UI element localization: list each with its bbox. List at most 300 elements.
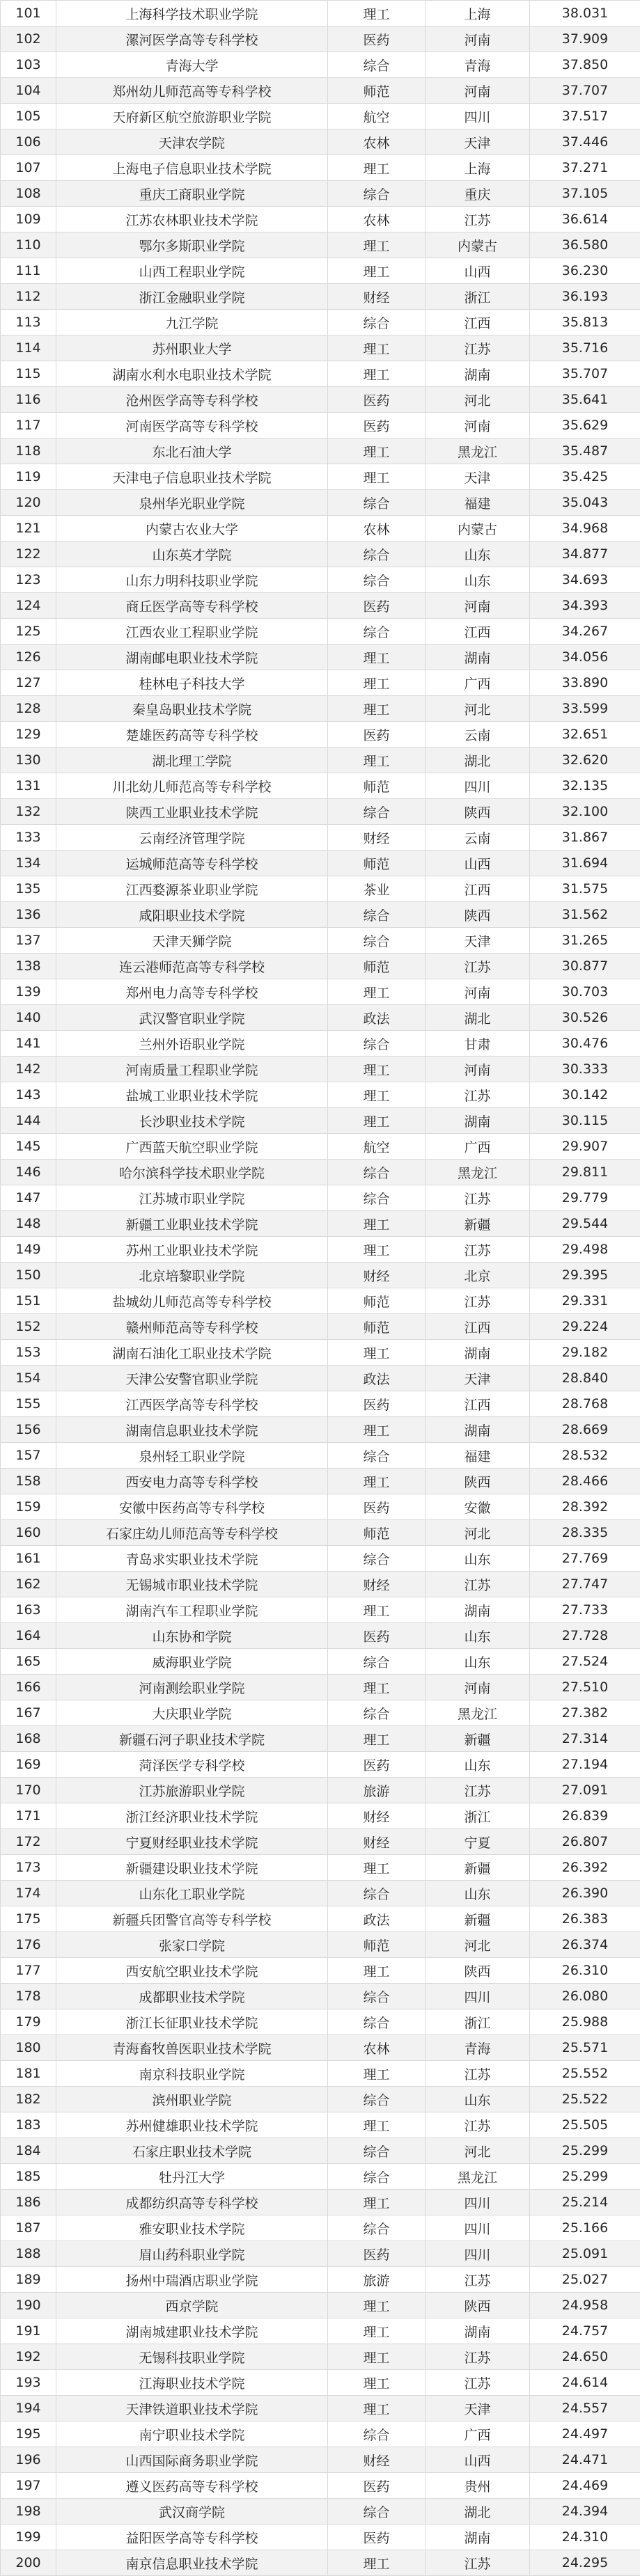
province-cell: 陕西 xyxy=(426,1469,530,1494)
score-cell: 31.265 xyxy=(530,928,640,954)
province-cell: 浙江 xyxy=(426,284,530,310)
school-name-cell: 山东协和学院 xyxy=(56,1623,328,1649)
school-type-cell: 理工 xyxy=(328,464,426,490)
school-name-cell: 张家口学院 xyxy=(56,1932,328,1958)
province-cell: 山西 xyxy=(426,258,530,284)
score-cell: 25.299 xyxy=(530,2164,640,2190)
rank-cell: 194 xyxy=(1,2396,56,2421)
rank-cell: 154 xyxy=(1,1366,56,1391)
province-cell: 江苏 xyxy=(426,954,530,979)
province-cell: 河南 xyxy=(426,593,530,619)
school-name-cell: 青岛求实职业技术学院 xyxy=(56,1546,328,1572)
school-name-cell: 西京学院 xyxy=(56,2293,328,2318)
score-cell: 32.620 xyxy=(530,748,640,773)
rank-cell: 159 xyxy=(1,1494,56,1520)
table-row xyxy=(1,104,640,129)
school-type-cell: 医药 xyxy=(328,26,426,52)
school-name-cell: 浙江长征职业技术学院 xyxy=(56,2009,328,2035)
score-cell: 31.867 xyxy=(530,825,640,851)
table-row xyxy=(1,902,640,928)
school-type-cell: 综合 xyxy=(328,490,426,516)
school-type-cell: 理工 xyxy=(328,2190,426,2215)
province-cell: 黑龙江 xyxy=(426,2164,530,2190)
school-type-cell: 综合 xyxy=(328,1649,426,1675)
school-type-cell: 理工 xyxy=(328,2550,426,2576)
school-type-cell: 综合 xyxy=(328,1546,426,1572)
rank-cell: 109 xyxy=(1,207,56,232)
province-cell: 云南 xyxy=(426,825,530,851)
school-name-cell: 秦皇岛职业技术学院 xyxy=(56,696,328,722)
province-cell: 江西 xyxy=(426,619,530,645)
table-row xyxy=(1,2447,640,2473)
school-type-cell: 综合 xyxy=(328,1160,426,1185)
rank-cell: 192 xyxy=(1,2344,56,2370)
table-row xyxy=(1,181,640,207)
rank-cell: 110 xyxy=(1,232,56,258)
rank-cell: 186 xyxy=(1,2190,56,2215)
school-type-cell: 综合 xyxy=(328,567,426,593)
table-row xyxy=(1,1726,640,1752)
school-name-cell: 安徽中医药高等专科学校 xyxy=(56,1494,328,1520)
table-row xyxy=(1,361,640,387)
province-cell: 河南 xyxy=(426,78,530,104)
score-cell: 27.510 xyxy=(530,1675,640,1700)
school-type-cell: 师范 xyxy=(328,1314,426,1340)
rank-cell: 119 xyxy=(1,464,56,490)
school-type-cell: 理工 xyxy=(328,1237,426,1263)
school-name-cell: 成都职业技术学院 xyxy=(56,1984,328,2009)
province-cell: 陕西 xyxy=(426,799,530,825)
school-name-cell: 漯河医学高等专科学校 xyxy=(56,26,328,52)
school-type-cell: 理工 xyxy=(328,2293,426,2318)
school-type-cell: 农林 xyxy=(328,207,426,232)
table-row xyxy=(1,1675,640,1700)
school-name-cell: 上海科学技术职业学院 xyxy=(56,1,328,26)
table-row xyxy=(1,1417,640,1443)
school-name-cell: 连云港师范高等专科学校 xyxy=(56,954,328,979)
school-name-cell: 九江学院 xyxy=(56,310,328,335)
rank-cell: 176 xyxy=(1,1932,56,1958)
rank-cell: 113 xyxy=(1,310,56,335)
table-row xyxy=(1,1906,640,1932)
school-name-cell: 商丘医学高等专科学校 xyxy=(56,593,328,619)
school-type-cell: 理工 xyxy=(328,335,426,361)
rank-cell: 104 xyxy=(1,78,56,104)
table-row xyxy=(1,670,640,696)
table-row xyxy=(1,2009,640,2035)
table-row xyxy=(1,258,640,284)
province-cell: 甘肃 xyxy=(426,1031,530,1057)
school-name-cell: 广西蓝天航空职业学院 xyxy=(56,1134,328,1160)
table-row xyxy=(1,567,640,593)
table-row xyxy=(1,1649,640,1675)
school-name-cell: 山西国际商务职业学院 xyxy=(56,2447,328,2473)
table-row xyxy=(1,2344,640,2370)
rank-cell: 128 xyxy=(1,696,56,722)
province-cell: 山东 xyxy=(426,1649,530,1675)
score-cell: 29.498 xyxy=(530,1237,640,1263)
province-cell: 黑龙江 xyxy=(426,438,530,464)
rank-cell: 150 xyxy=(1,1263,56,1288)
school-type-cell: 综合 xyxy=(328,1185,426,1211)
table-row xyxy=(1,1520,640,1546)
score-cell: 27.728 xyxy=(530,1623,640,1649)
rank-cell: 158 xyxy=(1,1469,56,1494)
score-cell: 34.693 xyxy=(530,567,640,593)
score-cell: 29.331 xyxy=(530,1288,640,1314)
table-row xyxy=(1,2421,640,2447)
score-cell: 29.811 xyxy=(530,1160,640,1185)
table-row xyxy=(1,1263,640,1288)
score-cell: 30.526 xyxy=(530,1005,640,1031)
table-row xyxy=(1,722,640,748)
school-type-cell: 政法 xyxy=(328,1906,426,1932)
table-row xyxy=(1,2087,640,2112)
score-cell: 29.907 xyxy=(530,1134,640,1160)
province-cell: 江西 xyxy=(426,310,530,335)
school-name-cell: 苏州健雄职业技术学院 xyxy=(56,2112,328,2138)
rank-cell: 184 xyxy=(1,2138,56,2164)
province-cell: 江苏 xyxy=(426,2550,530,2576)
school-name-cell: 天津铁道职业技术学院 xyxy=(56,2396,328,2421)
school-type-cell: 理工 xyxy=(328,1211,426,1237)
table-row xyxy=(1,696,640,722)
school-name-cell: 河南测绘职业学院 xyxy=(56,1675,328,1700)
score-cell: 30.142 xyxy=(530,1082,640,1108)
school-type-cell: 理工 xyxy=(328,2318,426,2344)
score-cell: 31.575 xyxy=(530,876,640,902)
score-cell: 30.703 xyxy=(530,979,640,1005)
table-row xyxy=(1,542,640,567)
school-name-cell: 兰州外语职业学院 xyxy=(56,1031,328,1057)
school-type-cell: 综合 xyxy=(328,1881,426,1906)
school-name-cell: 天津公安警官职业学院 xyxy=(56,1366,328,1391)
province-cell: 山东 xyxy=(426,1881,530,1906)
school-type-cell: 综合 xyxy=(328,799,426,825)
school-type-cell: 综合 xyxy=(328,52,426,78)
school-name-cell: 菏泽医学专科学校 xyxy=(56,1752,328,1778)
table-row xyxy=(1,1855,640,1881)
table-row xyxy=(1,1546,640,1572)
school-type-cell: 综合 xyxy=(328,2499,426,2524)
school-name-cell: 东北石油大学 xyxy=(56,438,328,464)
score-cell: 36.580 xyxy=(530,232,640,258)
score-cell: 26.383 xyxy=(530,1906,640,1932)
table-row xyxy=(1,1391,640,1417)
rank-cell: 130 xyxy=(1,748,56,773)
score-cell: 24.557 xyxy=(530,2396,640,2421)
rank-cell: 134 xyxy=(1,851,56,876)
province-cell: 广西 xyxy=(426,2421,530,2447)
table-row xyxy=(1,335,640,361)
rank-cell: 190 xyxy=(1,2293,56,2318)
school-name-cell: 南宁职业技术学院 xyxy=(56,2421,328,2447)
table-row xyxy=(1,155,640,181)
rank-cell: 141 xyxy=(1,1031,56,1057)
rank-cell: 153 xyxy=(1,1340,56,1366)
school-type-cell: 理工 xyxy=(328,258,426,284)
school-type-cell: 师范 xyxy=(328,78,426,104)
rank-cell: 193 xyxy=(1,2370,56,2396)
school-type-cell: 航空 xyxy=(328,104,426,129)
school-type-cell: 理工 xyxy=(328,1340,426,1366)
rank-cell: 152 xyxy=(1,1314,56,1340)
table-row xyxy=(1,1314,640,1340)
table-row xyxy=(1,1366,640,1391)
province-cell: 内蒙古 xyxy=(426,232,530,258)
table-row xyxy=(1,207,640,232)
rank-cell: 174 xyxy=(1,1881,56,1906)
school-name-cell: 陕西工业职业技术学院 xyxy=(56,799,328,825)
score-cell: 24.497 xyxy=(530,2421,640,2447)
school-type-cell: 师范 xyxy=(328,851,426,876)
school-name-cell: 江海职业技术学院 xyxy=(56,2370,328,2396)
rank-cell: 146 xyxy=(1,1160,56,1185)
table-row xyxy=(1,1829,640,1855)
school-type-cell: 综合 xyxy=(328,2215,426,2241)
rank-cell: 116 xyxy=(1,387,56,413)
rank-cell: 125 xyxy=(1,619,56,645)
rank-cell: 191 xyxy=(1,2318,56,2344)
school-name-cell: 武汉商学院 xyxy=(56,2499,328,2524)
school-name-cell: 湖南水利水电职业技术学院 xyxy=(56,361,328,387)
school-name-cell: 石家庄幼儿师范高等专科学校 xyxy=(56,1520,328,1546)
province-cell: 四川 xyxy=(426,2190,530,2215)
school-name-cell: 牡丹江大学 xyxy=(56,2164,328,2190)
table-row xyxy=(1,1082,640,1108)
table-row xyxy=(1,593,640,619)
province-cell: 天津 xyxy=(426,928,530,954)
score-cell: 27.091 xyxy=(530,1778,640,1803)
score-cell: 25.522 xyxy=(530,2087,640,2112)
table-row xyxy=(1,1778,640,1803)
rank-cell: 160 xyxy=(1,1520,56,1546)
province-cell: 四川 xyxy=(426,104,530,129)
school-type-cell: 综合 xyxy=(328,1984,426,2009)
school-type-cell: 理工 xyxy=(328,232,426,258)
table-row xyxy=(1,1005,640,1031)
school-type-cell: 理工 xyxy=(328,1597,426,1623)
score-cell: 36.614 xyxy=(530,207,640,232)
table-row xyxy=(1,1211,640,1237)
rank-cell: 195 xyxy=(1,2421,56,2447)
province-cell: 江苏 xyxy=(426,207,530,232)
score-cell: 25.988 xyxy=(530,2009,640,2035)
rank-cell: 169 xyxy=(1,1752,56,1778)
score-cell: 24.310 xyxy=(530,2524,640,2550)
province-cell: 福建 xyxy=(426,1443,530,1469)
province-cell: 江西 xyxy=(426,1314,530,1340)
school-type-cell: 医药 xyxy=(328,1391,426,1417)
province-cell: 广西 xyxy=(426,1134,530,1160)
school-type-cell: 综合 xyxy=(328,1443,426,1469)
school-name-cell: 大庆职业学院 xyxy=(56,1700,328,1726)
score-cell: 37.105 xyxy=(530,181,640,207)
table-row xyxy=(1,413,640,438)
table-row xyxy=(1,1984,640,2009)
province-cell: 河北 xyxy=(426,1520,530,1546)
rank-cell: 198 xyxy=(1,2499,56,2524)
rank-cell: 182 xyxy=(1,2087,56,2112)
rank-cell: 138 xyxy=(1,954,56,979)
rank-cell: 143 xyxy=(1,1082,56,1108)
school-name-cell: 滨州职业学院 xyxy=(56,2087,328,2112)
school-type-cell: 综合 xyxy=(328,1700,426,1726)
score-cell: 25.091 xyxy=(530,2241,640,2267)
rank-cell: 164 xyxy=(1,1623,56,1649)
score-cell: 25.027 xyxy=(530,2267,640,2293)
rank-cell: 139 xyxy=(1,979,56,1005)
school-name-cell: 郑州幼儿师范高等专科学校 xyxy=(56,78,328,104)
school-type-cell: 综合 xyxy=(328,619,426,645)
school-name-cell: 苏州职业大学 xyxy=(56,335,328,361)
school-name-cell: 眉山药科职业学院 xyxy=(56,2241,328,2267)
school-name-cell: 湖南石油化工职业技术学院 xyxy=(56,1340,328,1366)
province-cell: 江苏 xyxy=(426,2267,530,2293)
table-row xyxy=(1,2061,640,2087)
score-cell: 25.214 xyxy=(530,2190,640,2215)
score-cell: 26.374 xyxy=(530,1932,640,1958)
table-row xyxy=(1,1494,640,1520)
school-name-cell: 南京信息职业技术学院 xyxy=(56,2550,328,2576)
table-row xyxy=(1,2524,640,2550)
table-row xyxy=(1,438,640,464)
score-cell: 35.487 xyxy=(530,438,640,464)
school-name-cell: 宁夏财经职业技术学院 xyxy=(56,1829,328,1855)
rank-cell: 162 xyxy=(1,1572,56,1597)
school-type-cell: 医药 xyxy=(328,413,426,438)
table-row xyxy=(1,1,640,26)
score-cell: 26.310 xyxy=(530,1958,640,1984)
table-row xyxy=(1,619,640,645)
school-name-cell: 新疆石河子职业技术学院 xyxy=(56,1726,328,1752)
rank-cell: 151 xyxy=(1,1288,56,1314)
school-type-cell: 综合 xyxy=(328,2087,426,2112)
score-cell: 36.230 xyxy=(530,258,640,284)
province-cell: 山东 xyxy=(426,567,530,593)
rank-cell: 166 xyxy=(1,1675,56,1700)
score-cell: 35.641 xyxy=(530,387,640,413)
rank-cell: 173 xyxy=(1,1855,56,1881)
rank-cell: 124 xyxy=(1,593,56,619)
score-cell: 29.182 xyxy=(530,1340,640,1366)
province-cell: 河北 xyxy=(426,387,530,413)
school-type-cell: 综合 xyxy=(328,2009,426,2035)
table-row xyxy=(1,232,640,258)
school-name-cell: 内蒙古农业大学 xyxy=(56,516,328,542)
table-row xyxy=(1,2215,640,2241)
school-type-cell: 农林 xyxy=(328,129,426,155)
table-row xyxy=(1,464,640,490)
school-type-cell: 医药 xyxy=(328,1623,426,1649)
school-type-cell: 师范 xyxy=(328,773,426,799)
table-row xyxy=(1,26,640,52)
school-type-cell: 理工 xyxy=(328,696,426,722)
school-name-cell: 鄂尔多斯职业学院 xyxy=(56,232,328,258)
score-cell: 26.390 xyxy=(530,1881,640,1906)
score-cell: 24.650 xyxy=(530,2344,640,2370)
score-cell: 33.890 xyxy=(530,670,640,696)
school-type-cell: 理工 xyxy=(328,1057,426,1082)
table-row xyxy=(1,954,640,979)
rank-cell: 147 xyxy=(1,1185,56,1211)
province-cell: 河北 xyxy=(426,696,530,722)
province-cell: 四川 xyxy=(426,2241,530,2267)
table-row xyxy=(1,979,640,1005)
table-row xyxy=(1,78,640,104)
school-name-cell: 赣州师范高等专科学校 xyxy=(56,1314,328,1340)
province-cell: 山东 xyxy=(426,1752,530,1778)
rank-cell: 117 xyxy=(1,413,56,438)
province-cell: 浙江 xyxy=(426,1803,530,1829)
rank-cell: 108 xyxy=(1,181,56,207)
province-cell: 重庆 xyxy=(426,181,530,207)
score-cell: 36.193 xyxy=(530,284,640,310)
province-cell: 湖南 xyxy=(426,2318,530,2344)
school-name-cell: 新疆工业职业技术学院 xyxy=(56,1211,328,1237)
table-row xyxy=(1,1031,640,1057)
score-cell: 37.271 xyxy=(530,155,640,181)
score-cell: 35.629 xyxy=(530,413,640,438)
province-cell: 黑龙江 xyxy=(426,1160,530,1185)
rank-cell: 102 xyxy=(1,26,56,52)
school-type-cell: 师范 xyxy=(328,954,426,979)
school-name-cell: 江西婺源茶业职业学院 xyxy=(56,876,328,902)
table-row xyxy=(1,773,640,799)
table-row xyxy=(1,1597,640,1623)
table-row xyxy=(1,1185,640,1211)
rank-cell: 156 xyxy=(1,1417,56,1443)
province-cell: 上海 xyxy=(426,155,530,181)
province-cell: 湖南 xyxy=(426,1108,530,1134)
score-cell: 29.779 xyxy=(530,1185,640,1211)
rank-cell: 175 xyxy=(1,1906,56,1932)
school-type-cell: 理工 xyxy=(328,2344,426,2370)
school-name-cell: 泉州轻工职业学院 xyxy=(56,1443,328,1469)
score-cell: 31.562 xyxy=(530,902,640,928)
province-cell: 上海 xyxy=(426,1,530,26)
rank-cell: 199 xyxy=(1,2524,56,2550)
school-name-cell: 天府新区航空旅游职业学院 xyxy=(56,104,328,129)
province-cell: 江苏 xyxy=(426,1288,530,1314)
province-cell: 湖北 xyxy=(426,2499,530,2524)
school-name-cell: 南京科技职业学院 xyxy=(56,2061,328,2087)
score-cell: 27.314 xyxy=(530,1726,640,1752)
school-name-cell: 青海大学 xyxy=(56,52,328,78)
school-name-cell: 山东英才学院 xyxy=(56,542,328,567)
table-row xyxy=(1,1057,640,1082)
school-type-cell: 政法 xyxy=(328,1366,426,1391)
school-type-cell: 理工 xyxy=(328,979,426,1005)
table-row xyxy=(1,516,640,542)
score-cell: 31.694 xyxy=(530,851,640,876)
rank-cell: 122 xyxy=(1,542,56,567)
score-cell: 35.813 xyxy=(530,310,640,335)
school-name-cell: 上海电子信息职业技术学院 xyxy=(56,155,328,181)
province-cell: 四川 xyxy=(426,773,530,799)
rank-cell: 137 xyxy=(1,928,56,954)
rank-cell: 118 xyxy=(1,438,56,464)
table-row xyxy=(1,1700,640,1726)
score-cell: 25.505 xyxy=(530,2112,640,2138)
school-name-cell: 无锡城市职业技术学院 xyxy=(56,1572,328,1597)
school-name-cell: 新疆兵团警官高等专科学校 xyxy=(56,1906,328,1932)
province-cell: 河南 xyxy=(426,26,530,52)
school-name-cell: 咸阳职业技术学院 xyxy=(56,902,328,928)
province-cell: 青海 xyxy=(426,2035,530,2061)
rank-cell: 188 xyxy=(1,2241,56,2267)
province-cell: 河南 xyxy=(426,979,530,1005)
